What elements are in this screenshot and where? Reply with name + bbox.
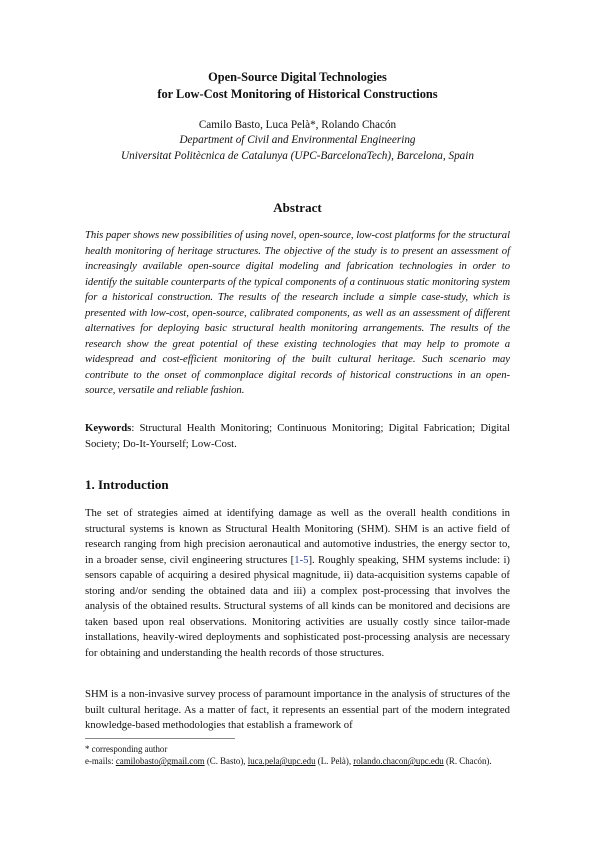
keywords-label: Keywords bbox=[85, 422, 132, 434]
intro-p1-text-b: ]. Roughly speaking, SHM systems include: i) sensors capable of acquiring a desired physical magnitude, ii) data-acquisition systems capable of storing and/or sending the obtained data and iii) a complex post-processing that involves the analysis of the obtained results. Structural systems of all kinds can be monitored and decisions are taken based upon real observations. Monitoring activities are usually costly since tailor-made installations, heavily-wired deployments and sophisticated post-processing analysis are necessary for obtaining and understanding the health records of those structures. bbox=[85, 553, 510, 659]
section-heading-introduction: 1. Introduction bbox=[85, 477, 169, 492]
keywords-text: : Structural Health Monitoring; Continuous Monitoring; Digital Fabrication; Digital Society; Do-It-Yourself; Low-Cost. bbox=[85, 422, 510, 450]
email-name-pela: (L. Pelà), bbox=[315, 756, 354, 766]
title-line-1: Open-Source Digital Technologies bbox=[208, 70, 387, 84]
citation-link[interactable]: 1-5 bbox=[294, 553, 309, 566]
abstract-text: This paper shows new possibilities of using novel, open-source, low-cost platforms for the structural health monitoring of heritage structures. The objective of the study is to present an assessment of increasingly available open-source digital modeling and fabrication technologies in order to identify the suitable counterparts of the typical components of a continuous static monitoring system for a historical construction. The results of the research include a simple case-study, which is presented with low-cost, open-source, calibrated components, as well as an assessment of different alternatives for deploying basic structural health monitoring arrangements. The results of the research show the great potential of these existing technologies that may help to promote a widespread and cost-efficient monitoring of the built cultural heritage. Such scenario may contribute to the onset of commonplace digital records of historical constructions in an open-source, versatile and reliable fashion. bbox=[85, 229, 510, 396]
author-list: Camilo Basto, Luca Pelà*, Rolando Chacón bbox=[198, 119, 397, 131]
title-line-2: for Low-Cost Monitoring of Historical Constructions bbox=[157, 87, 438, 101]
email-link-basto[interactable]: camilobasto@gmail.com bbox=[115, 756, 205, 766]
intro-p1-text-a: The set of strategies aimed at identifying damage as well as the overall health conditions in structural systems is known as Structural Health Monitoring (SHM). SHM is an active field of research ranging from high precision aeronautical and automotive industries, the energy sector to, in a broader sense, civil engineering structures [ bbox=[85, 507, 510, 566]
footnote-divider bbox=[85, 738, 235, 739]
email-link-chacon[interactable]: rolando.chacon@upc.edu bbox=[353, 756, 444, 766]
intro-paragraph-2: SHM is a non-invasive survey process of paramount importance in the analysis of structures of the built cultural heritage. As a matter of fact, it represents an essential part of the modern integrated knowledge-based methodologies that establish a framework of bbox=[85, 688, 510, 731]
footnote-emails bbox=[85, 755, 510, 767]
email-link-pela[interactable]: luca.pela@upc.edu bbox=[247, 756, 316, 766]
keywords bbox=[85, 421, 510, 452]
footnote-corresponding: * corresponding author bbox=[85, 744, 168, 754]
paper-title bbox=[60, 69, 535, 103]
abstract-heading: Abstract bbox=[273, 200, 322, 215]
affiliation bbox=[40, 133, 555, 164]
affiliation-line-1: Department of Civil and Environmental Engineering bbox=[179, 134, 416, 146]
email-name-basto: (C. Basto), bbox=[204, 756, 248, 766]
intro-paragraph-1 bbox=[85, 506, 510, 661]
emails-label: e-mails: bbox=[85, 756, 116, 766]
email-name-chacon: (R. Chacón). bbox=[443, 756, 492, 766]
affiliation-line-2: Universitat Politècnica de Catalunya (UPC-BarcelonaTech), Barcelona, Spain bbox=[121, 149, 474, 162]
